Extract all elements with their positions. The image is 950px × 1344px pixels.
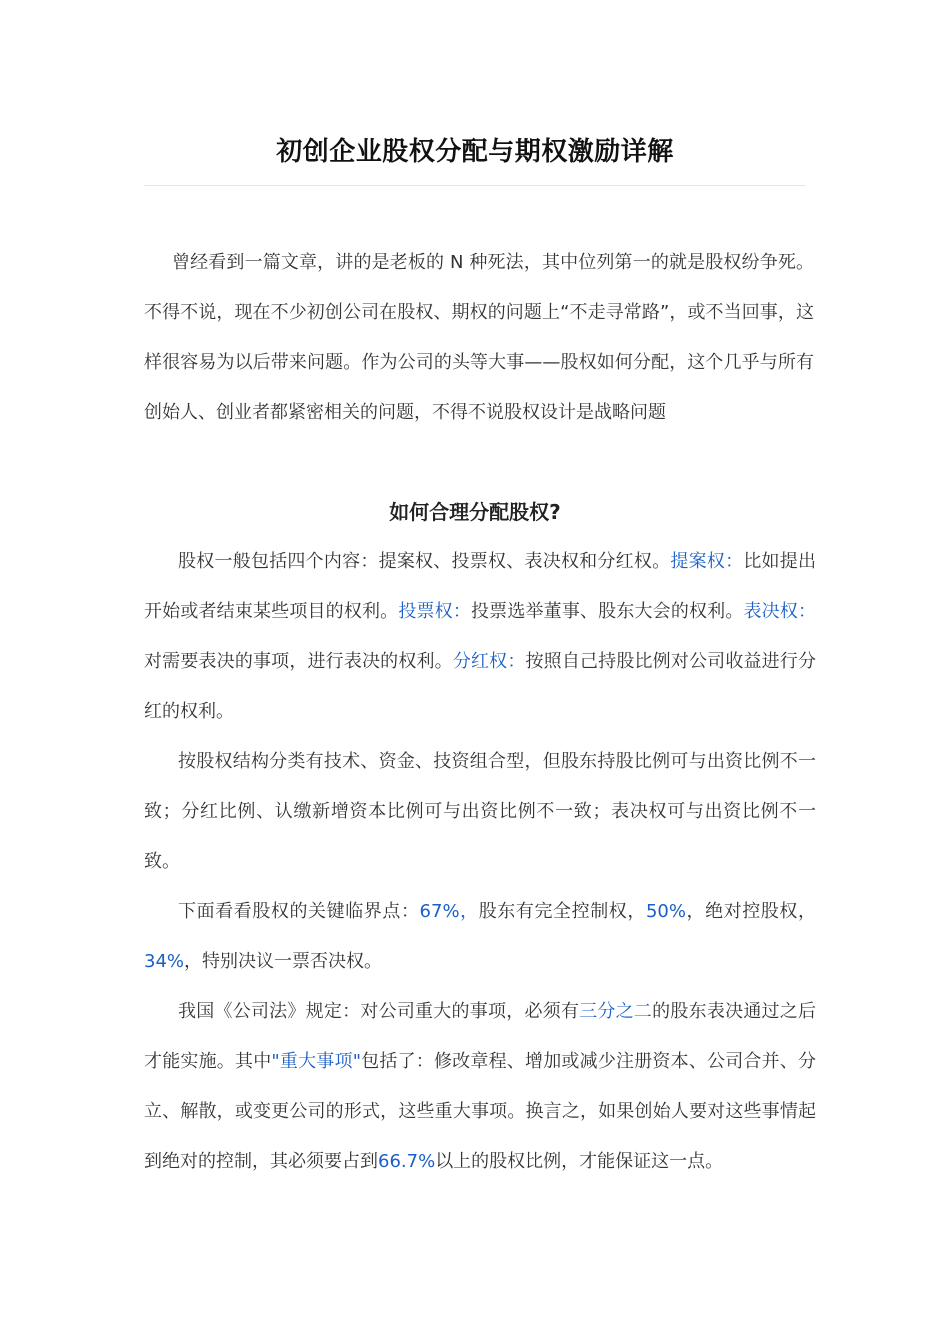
text-span: 股权一般包括四个内容：提案权、投票权、表决权和分红权。 [178, 551, 671, 572]
highlight-67-percent: 67%， [419, 901, 479, 922]
title-divider [144, 185, 806, 186]
paragraph-thresholds [144, 887, 816, 987]
text-span: 股东有完全控制权， [478, 901, 646, 922]
body-block [144, 537, 816, 1187]
highlight-voting-right: 投票权： [398, 601, 472, 622]
text-span: ，绝对控股权， [685, 901, 817, 922]
highlight-resolution-right: 表决权： [743, 601, 817, 622]
highlight-major-matters: "重大事项" [271, 1051, 361, 1072]
text-span: 投票选举董事、股东大会的权利。 [471, 601, 744, 622]
text-span: ，特别决议一票否决权。 [184, 951, 383, 972]
section-heading: 如何合理分配股权? [389, 500, 561, 524]
highlight-two-thirds: 三分之二 [579, 1001, 653, 1022]
highlight-34-percent: 34% [144, 951, 185, 972]
highlight-proposal-right: 提案权： [670, 551, 744, 572]
intro-paragraph: 曾经看到一篇文章，讲的是老板的 N 种死法，其中位列第一的就是股权纷争死。不得不说，现在不少初创公司在股权、期权的问题上“不走寻常路”，或不当回事，这样很容易为以后带来问题。作为公司的头等大事——股权如何分配，这个几乎与所有创始人、创业者都紧密相关的问题，不得不说股权设计是战略问题 [144, 252, 814, 423]
document-title: 初创企业股权分配与期权激励详解 [276, 137, 674, 167]
highlight-66-7-percent: 66.7% [378, 1151, 436, 1172]
paragraph-company-law [144, 987, 816, 1187]
text-span: 按照自己持股比例对公司收益进行分红的权利。 [144, 651, 817, 722]
text-span: 对需要表决的事项，进行表决的权利。 [144, 651, 453, 672]
highlight-dividend-right: 分红权： [452, 651, 526, 672]
paragraph-equity-rights [144, 537, 816, 737]
text-span: 包括了：修改章程、增加或减少注册资本、公司合并、分立、解散，或变更公司的形式，这些重大事项。换言之，如果创始人要对这些事情起到绝对的控制，其必须要占到 [144, 1051, 817, 1172]
highlight-50-percent: 50% [645, 901, 686, 922]
text-span: 以上的股权比例，才能保证这一点。 [435, 1151, 724, 1172]
text-span: 下面看看股权的关键临界点： [178, 901, 420, 922]
text-span: 我国《公司法》规定：对公司重大的事项，必须有 [178, 1001, 580, 1022]
text-span: 比如提出开始或者结束某些项目的权利。 [144, 551, 817, 622]
text-span: 的股东表决通过之后才能实施。其中 [144, 1001, 817, 1072]
paragraph-equity-structure: 按股权结构分类有技术、资金、技资组合型，但股东持股比例可与出资比例不一致；分红比例、认缴新增资本比例可与出资比例不一致；表决权可与出资比例不一致。 [144, 751, 816, 872]
